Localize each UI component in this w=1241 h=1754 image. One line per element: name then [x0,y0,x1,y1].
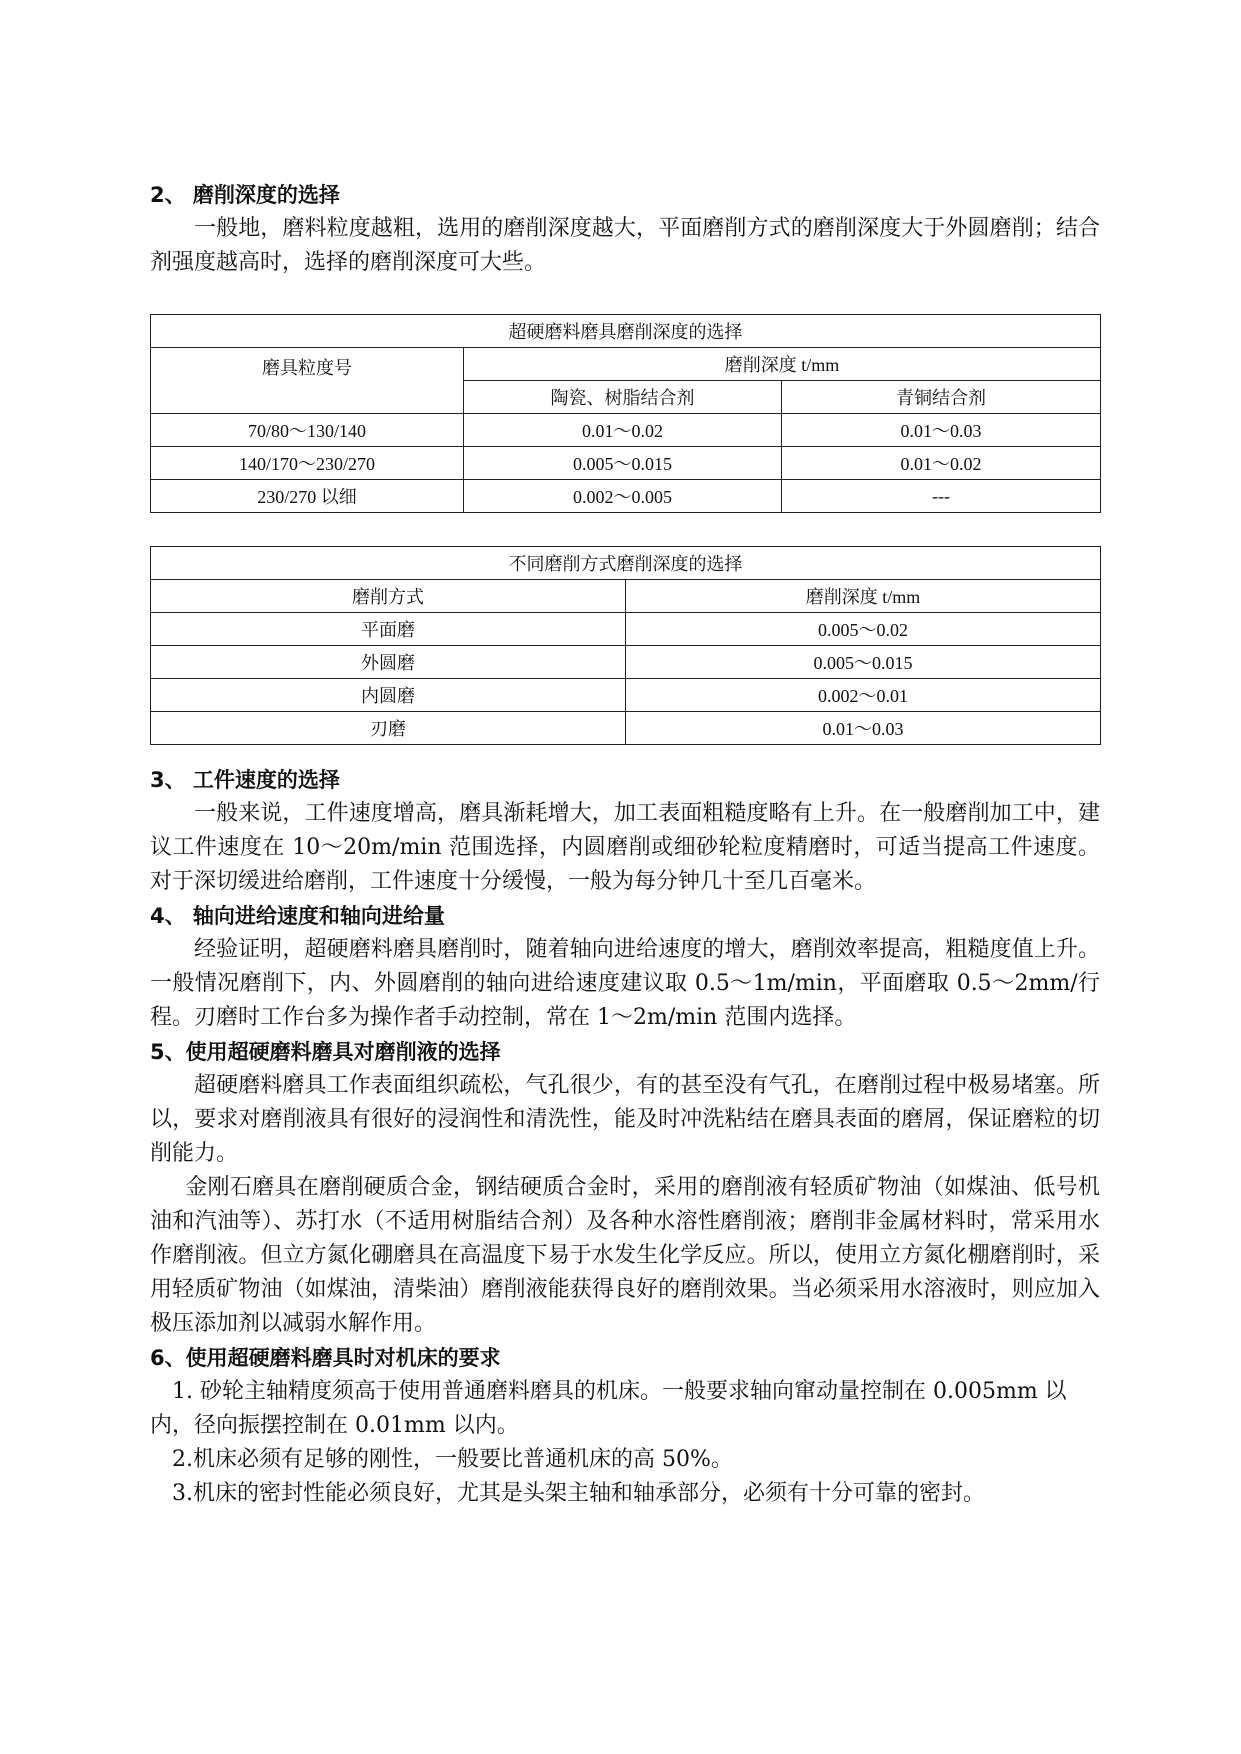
table-row [151,679,1101,712]
table-cell: 内圆磨 [151,679,626,712]
section-3-paragraph: 一般来说，工件速度增高，磨具渐耗增大，加工表面粗糙度略有上升。在一般磨削加工中，建议工件速度在 10～20m/min 范围选择，内圆磨削或细砂轮粒度精磨时，可适当提高工件速度。对于深切缓进给磨削，工件速度十分缓慢，一般为每分钟几十至几百毫米。 [150,801,1100,894]
table-row [151,414,1101,447]
table-cell: 70/80～130/140 [151,414,464,447]
section-3-heading: 3、 工件速度的选择 [150,768,340,792]
table1-subheader-ceramic-resin: 陶瓷、树脂结合剂 [464,381,782,414]
table-cell: 0.01～0.02 [464,414,782,447]
table-row [151,712,1101,745]
table2-title: 不同磨削方式磨削深度的选择 [151,547,1101,580]
table-cell: 0.005～0.02 [626,613,1101,646]
section-2-heading: 2、 磨削深度的选择 [150,183,340,207]
table-cell: 0.01～0.02 [782,447,1101,480]
table-cell: 0.005～0.015 [626,646,1101,679]
section-2-paragraph: 一般地，磨料粒度越粗，选用的磨削深度越大，平面磨削方式的磨削深度大于外圆磨削；结合剂强度越高时，选择的磨削深度可大些。 [150,216,1100,275]
table-cell: 0.01～0.03 [782,414,1101,447]
document-page [150,178,1100,1511]
table-cell: 230/270 以细 [151,480,464,513]
table1-header-depth: 磨削深度 t/mm [464,348,1101,381]
table-cell: 外圆磨 [151,646,626,679]
table-cell: 140/170～230/270 [151,447,464,480]
table2-header-depth: 磨削深度 t/mm [626,580,1101,613]
requirement-item-3: 3.机床的密封性能必须良好，尤其是头架主轴和轴承部分，必须有十分可靠的密封。 [172,1481,985,1506]
section-5-heading: 5、使用超硬磨料磨具对磨削液的选择 [150,1040,501,1064]
table-cell: 0.002～0.005 [464,480,782,513]
table-cell: 平面磨 [151,613,626,646]
table-cell: 刃磨 [151,712,626,745]
table1-subheader-bronze: 青铜结合剂 [782,381,1101,414]
grinding-depth-table-superhard [150,314,1101,513]
table-cell: 0.01～0.03 [626,712,1101,745]
section-5-paragraph-1: 超硬磨料磨具工作表面组织疏松，气孔很少，有的甚至没有气孔，在磨削过程中极易堵塞。所以，要求对磨削液具有很好的浸润性和清洗性，能及时冲洗粘结在磨具表面的磨屑，保证磨粒的切削能力。 [150,1073,1100,1166]
table-cell: --- [782,480,1101,513]
section-4-heading: 4、 轴向进给速度和轴向进给量 [150,904,445,928]
requirement-item-2: 2.机床必须有足够的刚性，一般要比普通机床的高 50%。 [172,1447,733,1472]
table-cell: 0.002～0.01 [626,679,1101,712]
grinding-depth-table-methods [150,546,1101,745]
requirement-item-1: 1. 砂轮主轴精度须高于使用普通磨料磨具的机床。一般要求轴向窜动量控制在 0.005mm 以内，径向振摆控制在 0.01mm 以内。 [150,1379,1067,1438]
table1-title: 超硬磨料磨具磨削深度的选择 [151,315,1101,348]
table-row [151,447,1101,480]
table-row [151,613,1101,646]
section-4-paragraph: 经验证明，超硬磨料磨具磨削时，随着轴向进给速度的增大，磨削效率提高，粗糙度值上升。一般情况磨削下，内、外圆磨削的轴向进给速度建议取 0.5～1m/min，平面磨取 0.5～2mm/行程。刃磨时工作台多为操作者手动控制，常在 1～2m/min 范围内选择。 [150,937,1100,1030]
table1-header-grain: 磨具粒度号 [151,348,464,414]
section-6-heading: 6、使用超硬磨料磨具时对机床的要求 [150,1346,501,1370]
table2-header-method: 磨削方式 [151,580,626,613]
table-cell: 0.005～0.015 [464,447,782,480]
table-row [151,646,1101,679]
section-5-paragraph-2: 金刚石磨具在磨削硬质合金，钢结硬质合金时，采用的磨削液有轻质矿物油（如煤油、低号机油和汽油等）、苏打水（不适用树脂结合剂）及各种水溶性磨削液；磨削非金属材料时，常采用水作磨削液。但立方氮化硼磨具在高温度下易于水发生化学反应。所以，使用立方氮化棚磨削时，采用轻质矿物油（如煤油，清柴油）磨削液能获得良好的磨削效果。当必须采用水溶液时，则应加入极压添加剂以减弱水解作用。 [150,1175,1100,1336]
table-row [151,480,1101,513]
